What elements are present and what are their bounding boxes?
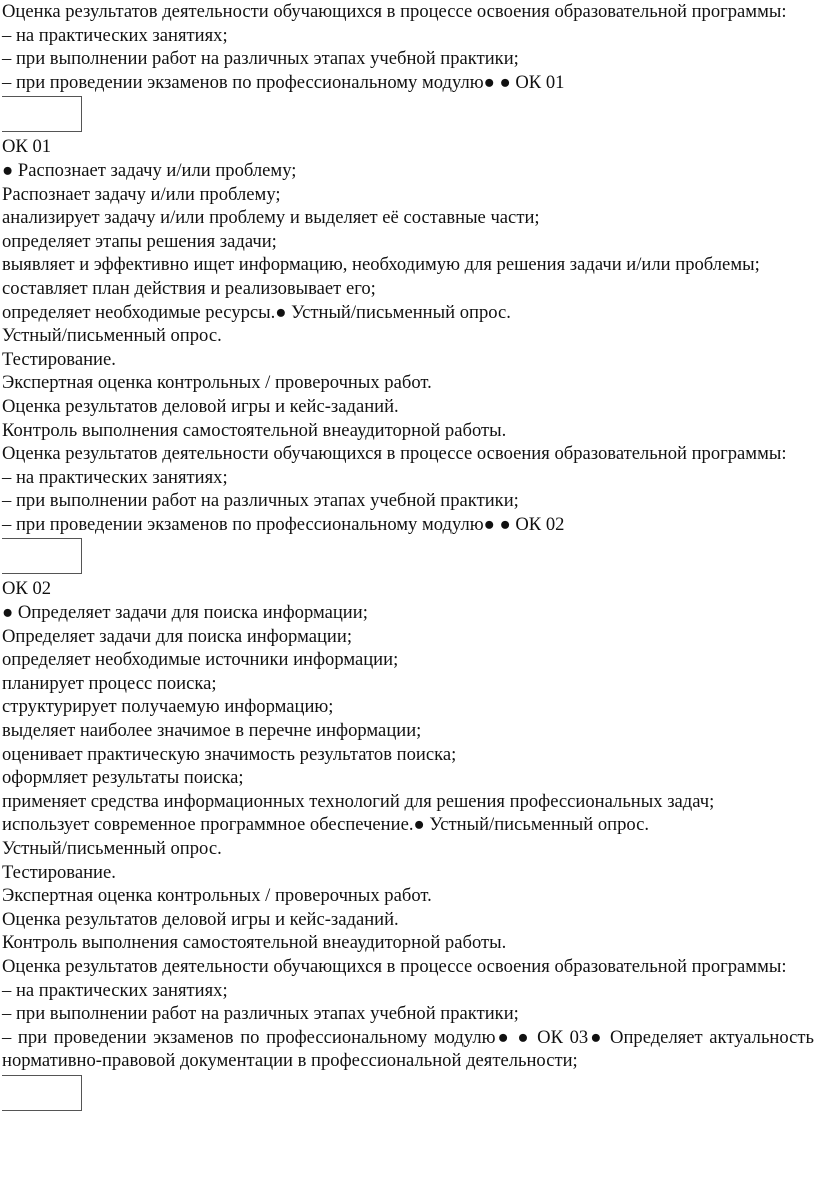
text-line: определяет необходимые источники информации; bbox=[2, 649, 399, 671]
text-line: ● Определяет задачи для поиска информации; bbox=[2, 602, 368, 624]
text-line: планирует процесс поиска; bbox=[2, 672, 217, 694]
text-line: Определяет задачи для поиска информации; bbox=[2, 625, 352, 647]
text-line: Контроль выполнения самостоятельной внеаудиторной работы. bbox=[2, 419, 507, 441]
text-line: Оценка результатов деятельности обучающихся в процессе освоения образовательной программы: bbox=[2, 1, 787, 22]
text-line: Тестирование. bbox=[2, 861, 116, 883]
text-line: – на практических занятиях; bbox=[2, 24, 228, 46]
text-line: – при выполнении работ на различных этапах учебной практики; bbox=[2, 1003, 519, 1025]
text-line: – на практических занятиях; bbox=[2, 979, 228, 1001]
text-line: – при выполнении работ на различных этапах учебной практики; bbox=[2, 490, 519, 512]
text-line: Распознает задачу и/или проблему; bbox=[2, 183, 281, 205]
text-line: – при проведении экзаменов по профессиональному модулю● ● ОК 02 bbox=[2, 513, 565, 535]
text-line: Экспертная оценка контрольных / проверочных работ. bbox=[2, 885, 432, 907]
empty-box bbox=[2, 538, 82, 574]
text-line: Устный/письменный опрос. bbox=[2, 325, 222, 347]
text-line: применяет средства информационных технологий для решения профессиональных задач; bbox=[2, 790, 715, 812]
text-line: Тестирование. bbox=[2, 348, 116, 370]
text-line: – при проведении экзаменов по профессиональному модулю● ● ОК 01 bbox=[2, 71, 565, 93]
text-line: структурирует получаемую информацию; bbox=[2, 696, 334, 718]
text-line: составляет план действия и реализовывает его; bbox=[2, 277, 376, 299]
text-line: использует современное программное обеспечение.● Устный/письменный опрос. bbox=[2, 814, 650, 836]
text-line: определяет этапы решения задачи; bbox=[2, 230, 277, 252]
text-line: ОК 02 bbox=[2, 578, 52, 600]
document-body bbox=[2, 0, 814, 1114]
text-line: Оценка результатов деятельности обучающихся в процессе освоения образовательной программы: bbox=[2, 955, 787, 977]
text-line: оформляет результаты поиска; bbox=[2, 767, 244, 789]
text-line: Оценка результатов деятельности обучающихся в процессе освоения образовательной программы: bbox=[2, 443, 787, 465]
text-line: Оценка результатов деловой игры и кейс-заданий. bbox=[2, 908, 399, 930]
text-line: Оценка результатов деловой игры и кейс-заданий. bbox=[2, 395, 399, 417]
text-line: ● Распознает задачу и/или проблему; bbox=[2, 159, 297, 181]
text-line: ОК 01 bbox=[2, 136, 52, 158]
text-line: оценивает практическую значимость результатов поиска; bbox=[2, 743, 457, 765]
text-line: выявляет и эффективно ищет информацию, необходимую для решения задачи и/или проблемы; bbox=[2, 254, 760, 276]
text-line: – при проведении экзаменов по профессиональному модулю● ● ОК 03● Определяет актуальность нормативно-правовой документации в профессиональной деятельности; bbox=[2, 1026, 814, 1072]
text-line: – при выполнении работ на различных этапах учебной практики; bbox=[2, 48, 519, 70]
text-line: – на практических занятиях; bbox=[2, 466, 228, 488]
empty-box bbox=[2, 96, 82, 132]
text-line: Экспертная оценка контрольных / проверочных работ. bbox=[2, 372, 432, 394]
text-line: определяет необходимые ресурсы.● Устный/письменный опрос. bbox=[2, 301, 511, 323]
text-line: Устный/письменный опрос. bbox=[2, 838, 222, 859]
text-line: анализирует задачу и/или проблему и выделяет её составные части; bbox=[2, 207, 540, 229]
empty-box bbox=[2, 1075, 82, 1111]
text-line: Контроль выполнения самостоятельной внеаудиторной работы. bbox=[2, 932, 507, 954]
text-line: выделяет наиболее значимое в перечне информации; bbox=[2, 720, 422, 742]
